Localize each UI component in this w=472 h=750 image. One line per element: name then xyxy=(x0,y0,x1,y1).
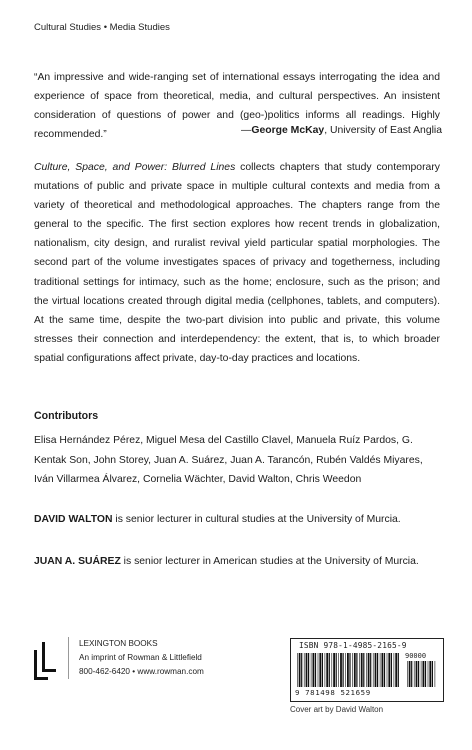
barcode-bar xyxy=(363,653,364,687)
quote-affiliation: , University of East Anglia xyxy=(324,125,442,136)
ean-barcode-bars xyxy=(297,653,401,687)
barcode-bar xyxy=(418,661,419,687)
cover-art-credit: Cover art by David Walton xyxy=(290,705,384,714)
barcode-bar xyxy=(308,653,309,687)
book-title: Culture, Space, and Power: Blurred Lines xyxy=(34,162,236,173)
barcode-bar xyxy=(432,661,433,687)
barcode-bar xyxy=(382,653,384,687)
barcode-bar xyxy=(423,661,425,687)
barcode-bar xyxy=(354,653,356,687)
barcode-bar xyxy=(313,653,315,687)
barcode-bar xyxy=(301,653,302,687)
isbn-barcode xyxy=(290,638,444,702)
barcode-bar xyxy=(373,653,374,687)
editor-bio-text: is senior lecturer in cultural studies at the University of Murcia. xyxy=(112,514,401,525)
barcode-bar xyxy=(416,661,418,687)
barcode-bar xyxy=(421,661,422,687)
barcode-bar xyxy=(352,653,353,687)
editor-bio-text: is senior lecturer in American studies at the University of Murcia. xyxy=(120,556,419,567)
editor-bio xyxy=(34,556,419,567)
barcode-bar xyxy=(336,653,337,687)
barcode-bar xyxy=(322,653,323,687)
barcode-bar xyxy=(356,653,357,687)
barcode-bar xyxy=(343,653,344,687)
barcode-bar xyxy=(347,653,349,687)
barcode-bar xyxy=(428,661,429,687)
barcode-bar xyxy=(384,653,385,687)
barcode-bar xyxy=(333,653,335,687)
barcode-bar xyxy=(370,653,371,687)
barcode-bar xyxy=(391,653,392,687)
subject-category: Cultural Studies • Media Studies xyxy=(34,22,170,33)
barcode-bar xyxy=(315,653,316,687)
barcode-bar xyxy=(377,653,378,687)
contributors-heading: Contributors xyxy=(34,410,99,422)
publisher-logo-icon xyxy=(34,642,56,680)
barcode-bar xyxy=(414,661,415,687)
publisher-imprint: An imprint of Rowman & Littlefield xyxy=(79,653,202,662)
barcode-bar xyxy=(380,653,381,687)
barcode-bar xyxy=(429,661,431,687)
editor-name: DAVID WALTON xyxy=(34,514,113,525)
barcode-bar xyxy=(304,653,305,687)
barcode-bar xyxy=(311,653,312,687)
barcode-bar xyxy=(349,653,350,687)
barcode-bar xyxy=(319,653,321,687)
barcode-bar xyxy=(359,653,360,687)
barcode-bar xyxy=(407,661,408,687)
publisher-block xyxy=(34,637,274,693)
barcode-bar xyxy=(398,653,399,687)
editor-bio xyxy=(34,514,401,525)
barcode-digits: 9 781498 521659 xyxy=(295,688,371,697)
publisher-contact: 800-462-6420 • www.rowman.com xyxy=(79,667,204,676)
barcode-bar xyxy=(332,653,333,687)
barcode-bar xyxy=(340,653,342,687)
barcode-bar xyxy=(411,661,412,687)
barcode-bar xyxy=(325,653,326,687)
barcode-bar xyxy=(387,653,388,687)
publisher-info xyxy=(68,637,279,679)
quote-attribution xyxy=(241,125,442,136)
barcode-bar xyxy=(318,653,319,687)
quote-text: “An impressive and wide-ranging set of international essays interrogating the idea and experience of space from theoretical, media, and cultural perspectives. An insistent consideration of questions of power and (geo-)politics informs all readings. Highly recommended.” xyxy=(34,72,440,140)
barcode-bar xyxy=(395,653,397,687)
description-text: collects chapters that study contemporary mutations of public and private space in multiple cultural contexts and media from a variety of theoretical and methodological approaches. The chapters range from the general to the specific. The first section explores how recent trends in globalization, nationalism, city design, and ruralist revival yield particular spatial morphologies. The second part of the volume investigates spaces of privacy and togetherness, including traditional settings for intimacy, such as the home; enclosure, such as the prison; and the virtual locations created through digital media (cellphones, tablets, and computers). At the same time, despite the two-part division into public and private, this volume stresses their connection and interdependency: the extent, that is, to which broader spatial configurations affect private, day-to-day practices and locations. xyxy=(34,162,440,364)
barcode-bar xyxy=(425,661,426,687)
barcode-bar xyxy=(409,661,411,687)
contributors-list: Elisa Hernández Pérez, Miguel Mesa del Castillo Clavel, Manuela Ruíz Pardos, G. Kentak Son, John Storey, Juan A. Suárez, Juan A. Tarancón, Rubén Valdés Miyares, Iván Villarmea Álvarez, Cornelia Wächter, David Walton, Chris Weedon xyxy=(34,435,423,485)
barcode-bar xyxy=(388,653,390,687)
book-description xyxy=(34,158,440,368)
barcode-bar xyxy=(297,653,298,687)
barcode-bar xyxy=(306,653,308,687)
quote-author: George McKay xyxy=(251,125,325,136)
editor-name: JUAN A. SUÁREZ xyxy=(34,556,121,567)
barcode-bar xyxy=(361,653,363,687)
barcode-bar xyxy=(326,653,328,687)
barcode-bar xyxy=(435,661,436,687)
barcode-bar xyxy=(375,653,377,687)
isbn-number: ISBN 978-1-4985-2165-9 xyxy=(299,641,407,650)
barcode-bar xyxy=(366,653,367,687)
publisher-name: LEXINGTON BOOKS xyxy=(79,639,158,648)
barcode-bar xyxy=(329,653,330,687)
barcode-bar xyxy=(394,653,395,687)
attribution-dash: — xyxy=(241,125,252,136)
barcode-bar xyxy=(338,653,339,687)
barcode-bar xyxy=(345,653,346,687)
price-barcode-bars xyxy=(407,661,437,687)
barcode-bar xyxy=(368,653,370,687)
barcode-bar xyxy=(299,653,301,687)
price-code: 90000 xyxy=(405,652,427,660)
